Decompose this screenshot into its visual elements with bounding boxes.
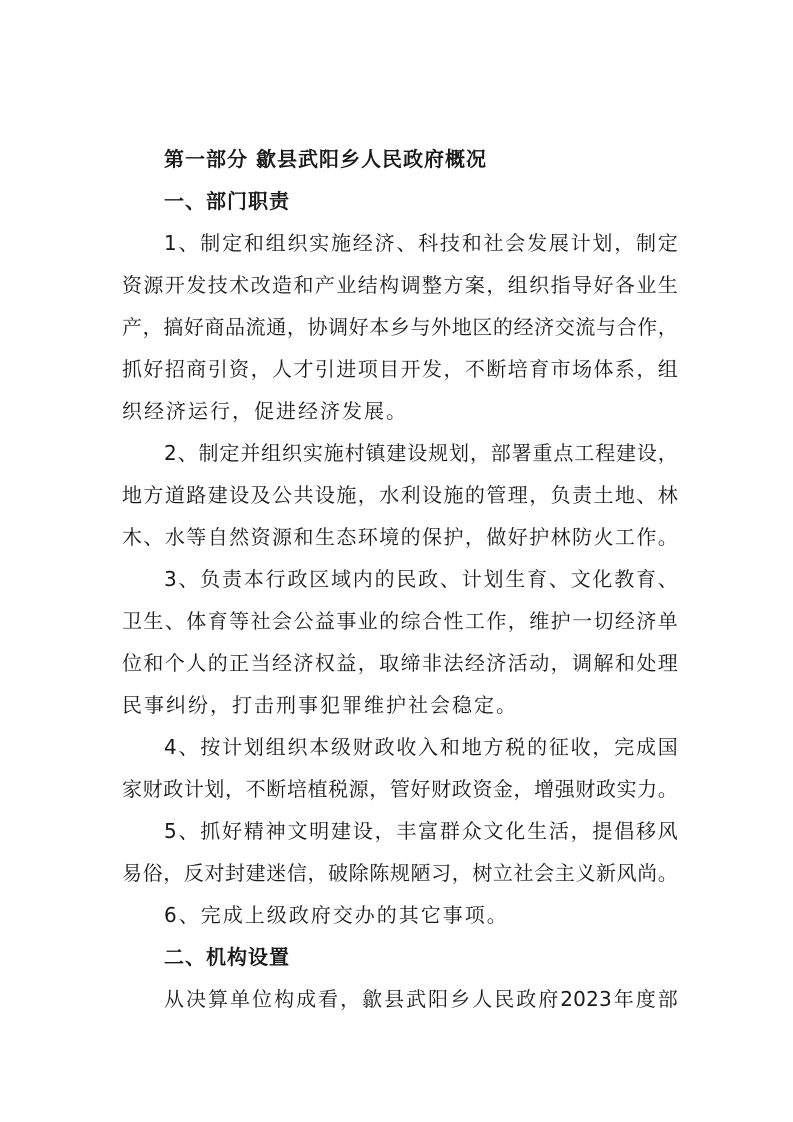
paragraph-line: 易俗，反对封建迷信，破除陈规陋习，树立社会主义新风尚。 <box>122 861 678 885</box>
paragraph-line: 地方道路建设及公共设施，水利设施的管理，负责土地、林 <box>122 483 678 507</box>
paragraph-line: 4、按计划组织本级财政收入和地方税的征收，完成国 <box>164 735 678 759</box>
paragraph-line: 卫生、体育等社会公益事业的综合性工作，维护一切经济单 <box>122 609 678 633</box>
paragraph-line: 从决算单位构成看，歙县武阳乡人民政府2023年度部 <box>164 987 678 1011</box>
paragraph-line: 抓好招商引资，人才引进项目开发，不断培育市场体系，组 <box>122 357 678 381</box>
paragraph-line: 位和个人的正当经济权益，取缔非法经济活动，调解和处理 <box>122 651 678 675</box>
paragraph-line: 民事纠纷，打击刑事犯罪维护社会稳定。 <box>122 693 518 717</box>
paragraph-line: 2、制定并组织实施村镇建设规划，部署重点工程建设， <box>164 441 678 465</box>
paragraph-line: 资源开发技术改造和产业结构调整方案，组织指导好各业生 <box>122 273 678 297</box>
paragraph-line: 6、完成上级政府交办的其它事项。 <box>164 903 509 927</box>
paragraph-line: 产，搞好商品流通，协调好本乡与外地区的经济交流与合作， <box>122 315 678 339</box>
paragraph-line: 木、水等自然资源和生态环境的保护，做好护林防火工作。 <box>122 525 678 549</box>
section-title-duties: 一、部门职责 <box>164 189 290 213</box>
part-title: 第一部分 歙县武阳乡人民政府概况 <box>164 147 487 171</box>
paragraph-line: 家财政计划，不断培植税源，管好财政资金，增强财政实力。 <box>122 777 678 801</box>
paragraph-line: 5、抓好精神文明建设，丰富群众文化生活，提倡移风 <box>164 819 678 843</box>
section-title-structure: 二、机构设置 <box>164 945 290 969</box>
paragraph-line: 3、负责本行政区域内的民政、计划生育、文化教育、 <box>164 567 678 591</box>
paragraph-line: 1、制定和组织实施经济、科技和社会发展计划，制定 <box>164 231 678 255</box>
paragraph-line: 织经济运行，促进经济发展。 <box>122 399 408 423</box>
